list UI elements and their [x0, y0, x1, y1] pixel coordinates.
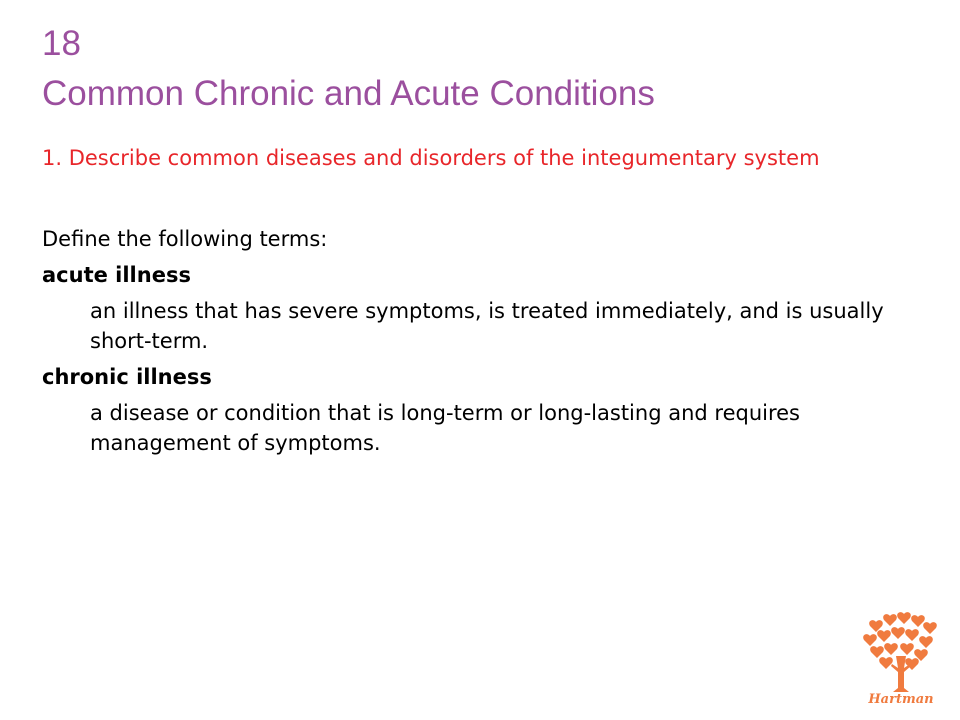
term-acute-illness: acute illness — [42, 263, 191, 287]
chapter-title: Common Chronic and Acute Conditions — [42, 74, 655, 113]
definition-chronic-illness: a disease or condition that is long-term or long-lasting and requires management of symptoms. — [90, 401, 800, 455]
term-chronic-illness: chronic illness — [42, 365, 212, 389]
logo-wordmark: Hartman — [868, 692, 934, 707]
hartman-logo — [862, 608, 940, 712]
learning-objective: 1. Describe common diseases and disorders of the integumentary system — [42, 146, 820, 170]
intro-text: Define the following terms: — [42, 227, 328, 251]
slide-body — [42, 224, 922, 464]
chapter-number: 18 — [42, 24, 81, 63]
definition-acute-illness: an illness that has severe symptoms, is treated immediately, and is usually short-term. — [90, 299, 884, 353]
